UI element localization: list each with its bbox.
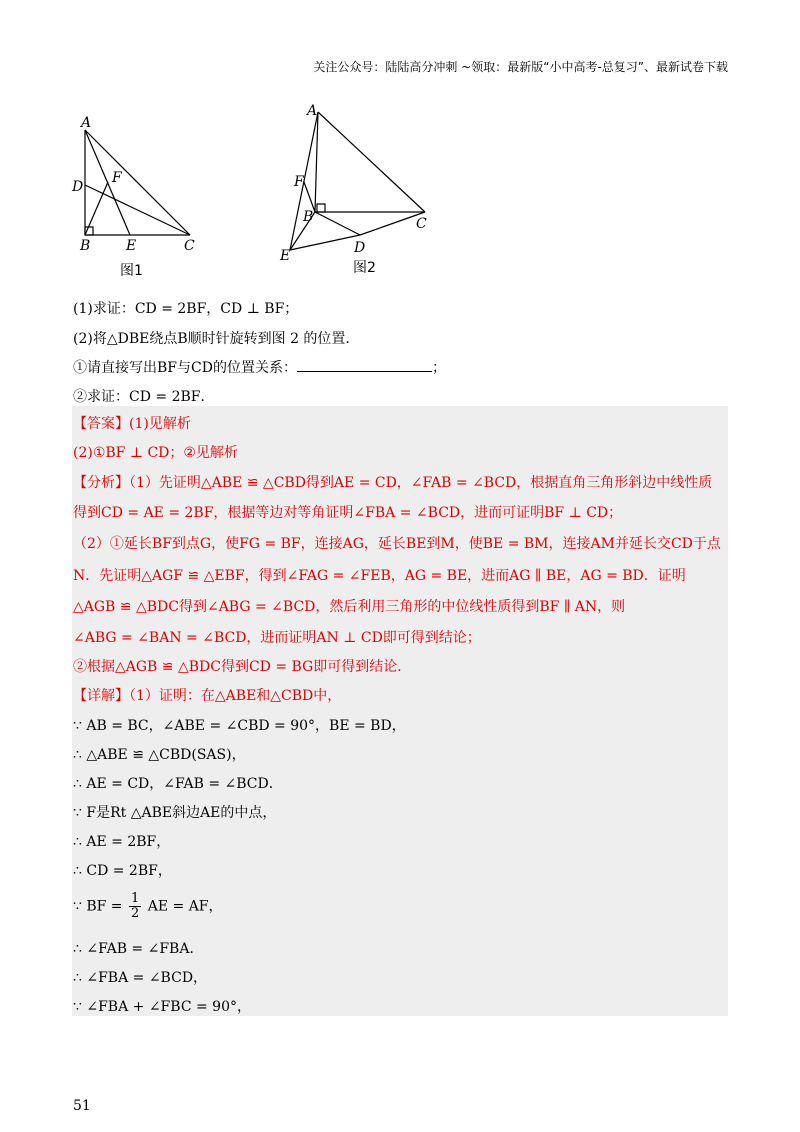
analysis-line-5: △AGB ≌ △BDC得到∠ABG = ∠BCD，然后利用三角形的中位线性质得到BF ∥ AN，则 — [73, 599, 626, 615]
detail-line-7: ∴ CD = 2BF， — [73, 863, 172, 879]
fraction-one-half — [129, 892, 141, 921]
fig1-label-b: B — [80, 238, 91, 254]
detail-line-6: ∴ AE = 2BF， — [73, 834, 171, 850]
analysis-text-1: （1）先证明△ABE ≌ △CBD得到AE = CD，∠FAB = ∠BCD，根据直角三角形斜边中线性质 — [129, 475, 713, 491]
fig2-caption: 图2 — [353, 260, 376, 276]
question-2a-text: ①请直接写出BF与CD的位置关系： — [73, 360, 297, 376]
fig2-label-c: C — [416, 216, 427, 232]
detail-line-8 — [73, 892, 223, 921]
answer-panel — [72, 406, 728, 1016]
detail-line-4: ∴ AE = CD，∠FAB = ∠BCD． — [73, 776, 283, 792]
detail-line-10: ∴ ∠FBA = ∠BCD， — [73, 970, 208, 986]
question-2a-end: ； — [431, 360, 446, 376]
detail-line-2: ∵ AB = BC，∠ABE = ∠CBD = 90°，BE = BD， — [73, 718, 406, 734]
question-2b: ②求证：CD = 2BF． — [73, 389, 215, 405]
figure-2 — [290, 112, 425, 250]
analysis-line-7: ②根据△AGB ≌ △BDC得到CD = BG即可得到结论． — [73, 659, 412, 675]
analysis-line-1 — [73, 472, 712, 492]
page-header: 关注公众号：陆陆高分冲刺 ~领取：最新版“小中高考-总复习”、最新试卷下载 — [313, 60, 728, 74]
analysis-line-3: （2）①延长BF到点G，使FG = BF，连接AG，延长BE到M，使BE = BM，连接AM并延长交CD于点 — [73, 536, 721, 552]
fig1-label-c: C — [184, 238, 195, 254]
answer-line-2: (2)①BF ⊥ CD；②见解析 — [73, 445, 238, 461]
question-2a — [73, 357, 446, 377]
detail-line-9: ∴ ∠FAB = ∠FBA． — [73, 941, 204, 957]
fig2-label-a: A — [307, 103, 318, 119]
question-2: (2)将△DBE绕点B顺时针旋转到图 2 的位置． — [73, 331, 360, 347]
geometry-figures — [60, 100, 480, 280]
detail-text-1: （1）证明：在△ABE和△CBD中， — [129, 688, 342, 704]
detail-8-pre: ∵ BF = — [73, 898, 123, 915]
analysis-line-4: N．先证明△AGF ≌ △EBF，得到∠FAG = ∠FEB，AG = BE，进而AG ∥ BE，AG = BD．证明 — [73, 568, 686, 584]
detail-line-11: ∵ ∠FBA + ∠FBC = 90°， — [73, 999, 251, 1015]
detail-line-1 — [73, 685, 341, 705]
fig1-label-e: E — [126, 238, 137, 254]
fig2-label-f: F — [294, 174, 304, 190]
fraction-denominator: 2 — [131, 906, 140, 921]
detail-8-post: AE = AF， — [147, 898, 223, 915]
fraction-numerator: 1 — [131, 891, 140, 906]
answer-line-1 — [73, 413, 191, 433]
detail-line-5: ∵ F是Rt △ABE斜边AE的中点， — [73, 805, 277, 821]
analysis-line-6: ∠ABG = ∠BAN = ∠BCD，进而证明AN ⊥ CD即可得到结论； — [73, 630, 481, 646]
fig1-label-d: D — [72, 179, 84, 195]
answer-blank[interactable] — [297, 359, 432, 372]
fig2-label-d: D — [354, 240, 366, 256]
analysis-tag: 【分析】 — [73, 475, 129, 491]
page-number: 51 — [73, 1098, 91, 1114]
fig1-caption: 图1 — [120, 263, 143, 279]
figures-svg — [60, 100, 480, 280]
question-1: (1)求证：CD = 2BF，CD ⊥ BF； — [73, 301, 299, 317]
detail-line-3: ∴ △ABE ≌ △CBD(SAS)， — [73, 747, 246, 763]
answer-text-1: (1)见解析 — [129, 416, 191, 432]
analysis-line-2: 得到CD = AE = 2BF，根据等边对等角证明∠FBA = ∠BCD，进而可证明BF ⊥ CD； — [73, 505, 623, 521]
detail-tag: 【详解】 — [73, 688, 129, 704]
answer-tag: 【答案】 — [73, 416, 129, 432]
fig2-label-b: B — [303, 209, 314, 225]
fig1-label-f: F — [112, 170, 122, 186]
figure-1 — [85, 130, 190, 235]
fig2-label-e: E — [280, 248, 291, 264]
fig1-label-a: A — [81, 115, 92, 131]
